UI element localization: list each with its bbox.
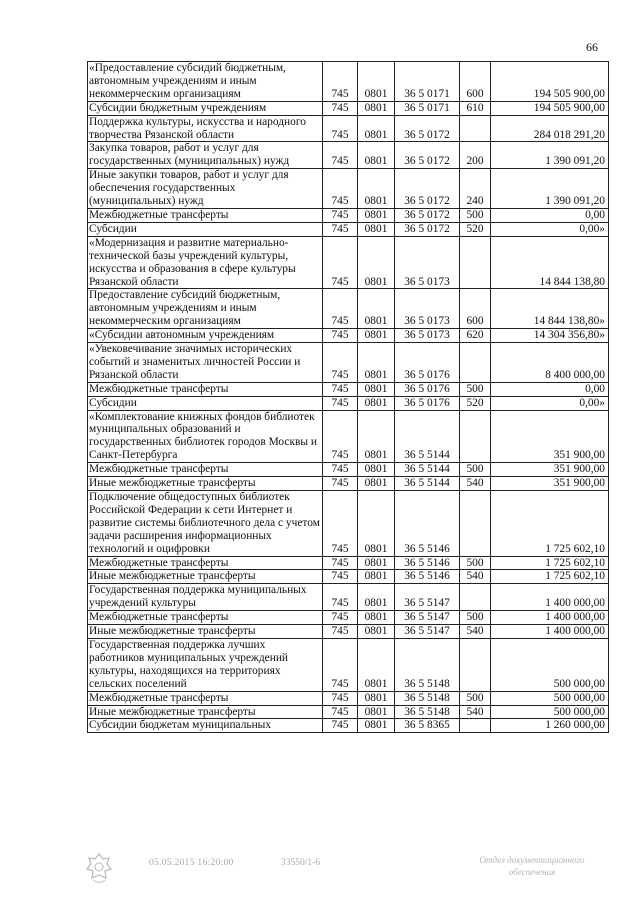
row-ved-code: 745 (323, 611, 358, 625)
row-target-article: 36 5 0173 (395, 329, 460, 343)
table-row (88, 142, 609, 169)
row-target-article: 36 5 0172 (395, 169, 460, 209)
row-ved-code: 745 (323, 396, 358, 410)
row-name: Иные межбюджетные трансферты (88, 570, 323, 584)
row-ved-code: 745 (323, 101, 358, 115)
row-section-code: 0801 (358, 719, 395, 733)
table-row (88, 719, 609, 733)
row-target-article: 36 5 0172 (395, 142, 460, 169)
row-sum: 1 725 602,10 (491, 570, 609, 584)
row-ved-code: 745 (323, 491, 358, 557)
row-expense-type: 500 (460, 611, 491, 625)
row-name: Закупка товаров, работ и услуг для государственных (муниципальных) нужд (88, 142, 323, 169)
row-ved-code: 745 (323, 719, 358, 733)
table-row (88, 382, 609, 396)
table-row (88, 638, 609, 691)
row-target-article: 36 5 5144 (395, 477, 460, 491)
row-ved-code: 745 (323, 556, 358, 570)
row-name: «Субсидии автономным учреждениям (88, 329, 323, 343)
document-date: 05.05.2015 16:20:00 (149, 858, 234, 868)
row-section-code: 0801 (358, 236, 395, 289)
row-expense-type (460, 115, 491, 142)
row-name: Субсидии бюджетам муниципальных (88, 719, 323, 733)
row-sum: 1 725 602,10 (491, 556, 609, 570)
emblem-seal-icon (85, 852, 113, 886)
row-ved-code: 745 (323, 208, 358, 222)
row-target-article: 36 5 8365 (395, 719, 460, 733)
table-row (88, 169, 609, 209)
row-name: Межбюджетные трансферты (88, 691, 323, 705)
budget-table-body (88, 62, 609, 733)
row-expense-type: 540 (460, 705, 491, 719)
table-row (88, 329, 609, 343)
row-expense-type: 500 (460, 382, 491, 396)
row-expense-type: 600 (460, 62, 491, 102)
row-expense-type: 620 (460, 329, 491, 343)
table-row (88, 570, 609, 584)
row-expense-type: 540 (460, 570, 491, 584)
row-target-article: 36 5 0171 (395, 62, 460, 102)
page-number: 66 (586, 40, 598, 54)
row-section-code: 0801 (358, 556, 395, 570)
row-expense-type (460, 491, 491, 557)
row-section-code: 0801 (358, 115, 395, 142)
row-name: Межбюджетные трансферты (88, 611, 323, 625)
table-row (88, 343, 609, 383)
row-name: Межбюджетные трансферты (88, 382, 323, 396)
row-sum: 1 725 602,10 (491, 491, 609, 557)
row-ved-code: 745 (323, 691, 358, 705)
row-expense-type (460, 343, 491, 383)
row-section-code: 0801 (358, 329, 395, 343)
table-row (88, 463, 609, 477)
table-row (88, 477, 609, 491)
row-section-code: 0801 (358, 169, 395, 209)
certification-stamp (457, 854, 607, 878)
row-section-code: 0801 (358, 289, 395, 329)
row-section-code: 0801 (358, 584, 395, 611)
row-expense-type: 520 (460, 222, 491, 236)
row-name: Государственная поддержка муниципальных учреждений культуры (88, 584, 323, 611)
row-sum: 194 505 900,00 (491, 101, 609, 115)
row-sum: 1 400 000,00 (491, 625, 609, 639)
row-name: Межбюджетные трансферты (88, 208, 323, 222)
row-section-code: 0801 (358, 142, 395, 169)
row-sum: 1 400 000,00 (491, 611, 609, 625)
row-expense-type: 520 (460, 396, 491, 410)
row-expense-type (460, 638, 491, 691)
row-section-code: 0801 (358, 62, 395, 102)
row-expense-type: 500 (460, 556, 491, 570)
row-sum: 351 900,00 (491, 463, 609, 477)
row-target-article: 36 5 0172 (395, 222, 460, 236)
row-name: Межбюджетные трансферты (88, 556, 323, 570)
row-target-article: 36 5 0171 (395, 101, 460, 115)
row-name: Межбюджетные трансферты (88, 463, 323, 477)
row-expense-type: 540 (460, 625, 491, 639)
row-expense-type: 240 (460, 169, 491, 209)
table-row (88, 625, 609, 639)
row-sum: 8 400 000,00 (491, 343, 609, 383)
row-sum: 500 000,00 (491, 705, 609, 719)
row-section-code: 0801 (358, 625, 395, 639)
row-ved-code: 745 (323, 289, 358, 329)
row-section-code: 0801 (358, 410, 395, 463)
row-ved-code: 745 (323, 477, 358, 491)
row-target-article: 36 5 0173 (395, 289, 460, 329)
row-target-article: 36 5 5144 (395, 410, 460, 463)
row-sum: 1 260 000,00 (491, 719, 609, 733)
row-expense-type (460, 236, 491, 289)
row-sum: 500 000,00 (491, 691, 609, 705)
row-sum: 0,00 (491, 382, 609, 396)
row-ved-code: 745 (323, 382, 358, 396)
row-target-article: 36 5 5147 (395, 584, 460, 611)
row-ved-code: 745 (323, 463, 358, 477)
table-row (88, 410, 609, 463)
row-target-article: 36 5 0176 (395, 396, 460, 410)
row-section-code: 0801 (358, 611, 395, 625)
table-row (88, 236, 609, 289)
row-name: Субсидии (88, 222, 323, 236)
certification-stamp-line2: обеспечения (508, 867, 556, 877)
row-target-article: 36 5 0176 (395, 382, 460, 396)
table-row (88, 584, 609, 611)
row-ved-code: 745 (323, 115, 358, 142)
row-sum: 1 390 091,20 (491, 169, 609, 209)
row-name: Иные межбюджетные трансферты (88, 477, 323, 491)
row-name: «Комплектование книжных фондов библиотек муниципальных образований и государственных библиотек городов Москвы и Санкт-Петербурга (88, 410, 323, 463)
row-target-article: 36 5 0172 (395, 115, 460, 142)
row-ved-code: 745 (323, 625, 358, 639)
row-ved-code: 745 (323, 236, 358, 289)
row-target-article: 36 5 5146 (395, 491, 460, 557)
row-ved-code: 745 (323, 329, 358, 343)
row-ved-code: 745 (323, 222, 358, 236)
row-ved-code: 745 (323, 570, 358, 584)
row-name: Иные закупки товаров, работ и услуг для обеспечения государственных (муниципальных) нужд (88, 169, 323, 209)
table-row (88, 115, 609, 142)
row-section-code: 0801 (358, 491, 395, 557)
row-sum: 14 304 356,80» (491, 329, 609, 343)
row-ved-code: 745 (323, 410, 358, 463)
row-name: Государственная поддержка лучших работников муниципальных учреждений культуры, находящихся на территориях сельских поселений (88, 638, 323, 691)
row-sum: 14 844 138,80 (491, 236, 609, 289)
row-section-code: 0801 (358, 638, 395, 691)
row-expense-type: 610 (460, 101, 491, 115)
row-sum: 500 000,00 (491, 638, 609, 691)
table-row (88, 396, 609, 410)
row-sum: 0,00 (491, 208, 609, 222)
table-row (88, 208, 609, 222)
row-section-code: 0801 (358, 222, 395, 236)
row-section-code: 0801 (358, 208, 395, 222)
table-row (88, 611, 609, 625)
table-row (88, 491, 609, 557)
row-expense-type: 540 (460, 477, 491, 491)
row-section-code: 0801 (358, 691, 395, 705)
document-registration-code: 33550/1-6 (281, 858, 321, 868)
row-expense-type: 500 (460, 463, 491, 477)
row-expense-type: 200 (460, 142, 491, 169)
row-sum: 14 844 138,80» (491, 289, 609, 329)
row-target-article: 36 5 0172 (395, 208, 460, 222)
row-sum: 284 018 291,20 (491, 115, 609, 142)
row-expense-type (460, 410, 491, 463)
row-target-article: 36 5 5147 (395, 611, 460, 625)
row-target-article: 36 5 0173 (395, 236, 460, 289)
row-ved-code: 745 (323, 142, 358, 169)
row-target-article: 36 5 5144 (395, 463, 460, 477)
row-ved-code: 745 (323, 169, 358, 209)
row-sum: 351 900,00 (491, 410, 609, 463)
row-name: Иные межбюджетные трансферты (88, 705, 323, 719)
row-section-code: 0801 (358, 477, 395, 491)
row-section-code: 0801 (358, 463, 395, 477)
table-row (88, 289, 609, 329)
row-name: «Увековечивание значимых исторических событий и знаменитых личностей России и Рязанской области (88, 343, 323, 383)
row-section-code: 0801 (358, 570, 395, 584)
row-name: Субсидии бюджетным учреждениям (88, 101, 323, 115)
row-sum: 194 505 900,00 (491, 62, 609, 102)
row-ved-code: 745 (323, 584, 358, 611)
row-target-article: 36 5 5147 (395, 625, 460, 639)
table-row (88, 62, 609, 102)
row-name: Субсидии (88, 396, 323, 410)
row-target-article: 36 5 5148 (395, 691, 460, 705)
row-section-code: 0801 (358, 396, 395, 410)
row-expense-type (460, 584, 491, 611)
row-section-code: 0801 (358, 705, 395, 719)
row-ved-code: 745 (323, 343, 358, 383)
row-expense-type: 500 (460, 208, 491, 222)
table-row (88, 222, 609, 236)
table-row (88, 705, 609, 719)
row-expense-type (460, 719, 491, 733)
table-row (88, 556, 609, 570)
row-expense-type: 600 (460, 289, 491, 329)
row-target-article: 36 5 5146 (395, 556, 460, 570)
row-section-code: 0801 (358, 101, 395, 115)
row-expense-type: 500 (460, 691, 491, 705)
row-name: Подключение общедоступных библиотек Российской Федерации к сети Интернет и развитие системы библиотечного дела с учетом задачи расширения информационных технологий и оцифровки (88, 491, 323, 557)
row-name: «Предоставление субсидий бюджетным, автономным учреждениям и иным некоммерческим организациям (88, 62, 323, 102)
row-section-code: 0801 (358, 382, 395, 396)
row-target-article: 36 5 5148 (395, 705, 460, 719)
footer (85, 852, 615, 892)
row-name: Иные межбюджетные трансферты (88, 625, 323, 639)
row-ved-code: 745 (323, 705, 358, 719)
row-name: Предоставление субсидий бюджетным, автономным учреждениям и иным некоммерческим организациям (88, 289, 323, 329)
row-ved-code: 745 (323, 638, 358, 691)
row-ved-code: 745 (323, 62, 358, 102)
budget-table (87, 61, 609, 733)
row-name: Поддержка культуры, искусства и народного творчества Рязанской области (88, 115, 323, 142)
certification-stamp-line1: Отдел документационного (479, 855, 585, 865)
table-row (88, 101, 609, 115)
row-sum: 0,00» (491, 396, 609, 410)
row-name: «Модернизация и развитие материально-технической базы учреждений культуры, искусства и образования в сфере культуры Рязанской области (88, 236, 323, 289)
row-sum: 351 900,00 (491, 477, 609, 491)
row-sum: 1 400 000,00 (491, 584, 609, 611)
row-section-code: 0801 (358, 343, 395, 383)
row-target-article: 36 5 5146 (395, 570, 460, 584)
row-target-article: 36 5 5148 (395, 638, 460, 691)
row-sum: 0,00» (491, 222, 609, 236)
table-row (88, 691, 609, 705)
row-target-article: 36 5 0176 (395, 343, 460, 383)
row-sum: 1 390 091,20 (491, 142, 609, 169)
